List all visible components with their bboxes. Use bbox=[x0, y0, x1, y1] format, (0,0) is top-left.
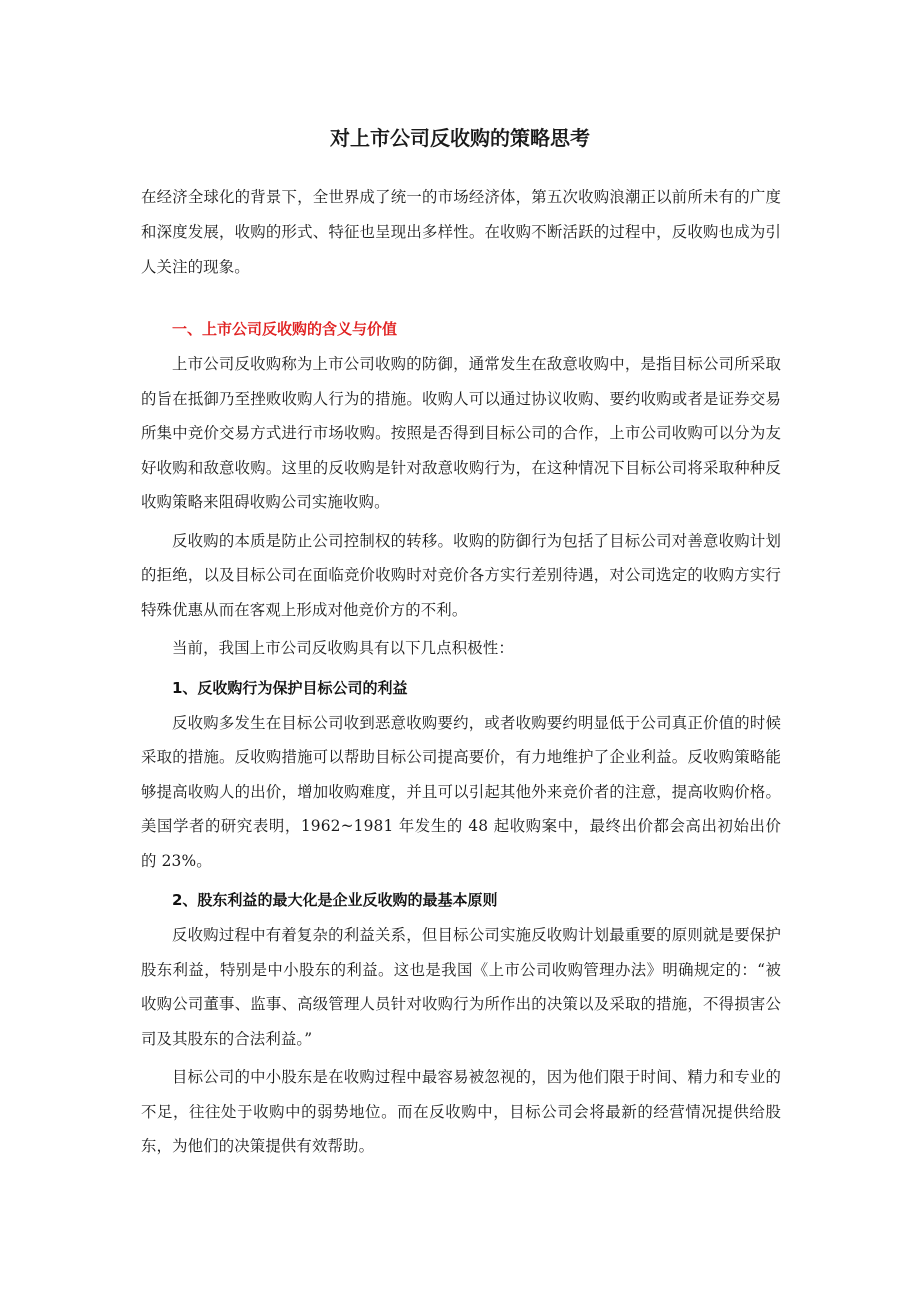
point1-paragraph-1: 反收购多发生在目标公司收到恶意收购要约，或者收购要约明显低于公司真正价值的时候采取的措施。反收购措施可以帮助目标公司提高要价，有力地维护了企业利益。反收购策略能够提高收购人的出价，增加收购难度，并且可以引起其他外来竞价者的注意，提高收购价格。美国学者的研究表明，1962~1981 年发生的 48 起收购案中，最终出价都会高出初始出价的 23%。 bbox=[141, 713, 781, 870]
point2-paragraph-2: 目标公司的中小股东是在收购过程中最容易被忽视的，因为他们限于时间、精力和专业的不足，往往处于收购中的弱势地位。而在反收购中，目标公司会将最新的经营情况提供给股东，为他们的决策提供有效帮助。 bbox=[141, 1068, 781, 1155]
section-heading-1: 一、上市公司反收购的含义与价值 bbox=[172, 320, 398, 338]
point-heading-1: 1、反收购行为保护目标公司的利益 bbox=[172, 678, 408, 697]
body-section bbox=[141, 311, 781, 1168]
section1-paragraph-1: 上市公司反收购称为上市公司收购的防御，通常发生在敌意收购中，是指目标公司所采取的旨在抵御乃至挫败收购人行为的措施。收购人可以通过协议收购、要约收购或者是证券交易所集中竞价交易方式进行市场收购。按照是否得到目标公司的合作，上市公司收购可以分为友好收购和敌意收购。这里的反收购是针对敌意收购行为，在这种情况下目标公司将采取种种反收购策略来阻碍收购公司实施收购。 bbox=[141, 355, 781, 511]
point-heading-2: 2、股东利益的最大化是企业反收购的最基本原则 bbox=[172, 891, 498, 909]
intro-section bbox=[141, 180, 781, 289]
page-title: 对上市公司反收购的策略思考 bbox=[330, 126, 590, 150]
intro-paragraph: 在经济全球化的背景下，全世界成了统一的市场经济体，第五次收购浪潮正以前所未有的广度和深度发展，收购的形式、特征也呈现出多样性。在收购不断活跃的过程中，反收购也成为引人关注的现象。 bbox=[141, 188, 781, 276]
section1-paragraph-2: 反收购的本质是防止公司控制权的转移。收购的防御行为包括了目标公司对善意收购计划的拒绝，以及目标公司在面临竞价收购时对竞价各方实行差别待遇，对公司选定的收购方实行特殊优惠从而在客观上形成对他竞价方的不利。 bbox=[141, 531, 781, 619]
point2-paragraph-1: 反收购过程中有着复杂的利益关系，但目标公司实施反收购计划最重要的原则就是要保护股东利益，特别是中小股东的利益。这也是我国《上市公司收购管理办法》明确规定的：“被收购公司董事、监事、高级管理人员针对收购行为所作出的决策以及采取的措施，不得损害公司及其股东的合法利益。” bbox=[141, 926, 781, 1048]
section1-paragraph-3: 当前，我国上市公司反收购具有以下几点积极性： bbox=[172, 639, 514, 657]
